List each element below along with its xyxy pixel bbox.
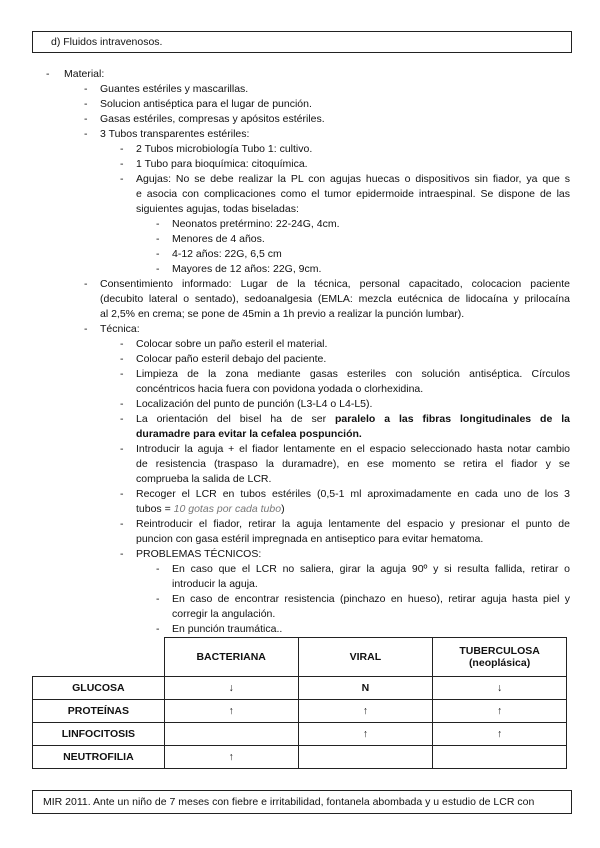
tecnica-step: Localización del punto de punción (L3-L4 o L4-L5). <box>136 398 373 410</box>
problema-line: En punción traumática.. <box>172 623 283 635</box>
header-tuberculosa-line2: (neoplásica) <box>468 657 531 669</box>
gotas-note: 10 gotas por cada tubo <box>173 503 282 515</box>
dash-bullet: - <box>120 413 124 425</box>
table-row <box>33 746 567 769</box>
tecnica-heading: Técnica: <box>100 323 140 335</box>
tube-item: 2 Tubos microbiología Tubo 1: cultivo. <box>136 143 313 155</box>
dash-bullet: - <box>120 158 124 170</box>
problema-line: introducir la aguja. <box>172 578 258 590</box>
tecnica-step: Colocar sobre un paño esteril el material. <box>136 338 328 350</box>
tecnica-step-line: Reintroducir el fiador, retirar la aguja lentamente del espacio y presionar el punto de <box>136 518 570 530</box>
material-heading: Material: <box>64 68 105 80</box>
tecnica-step-line <box>136 412 570 427</box>
problema-line: En caso de encontrar resistencia (pinchazo en hueso), retirar aguja hasta piel y <box>172 593 570 605</box>
section-title: d) Fluidos intravenosos. <box>51 36 163 48</box>
agujas-line: Agujas: No se debe realizar la PL con agujas huecas o dispositivos sin fiador, ya que s <box>136 173 570 185</box>
tecnica-step-line: Limpieza de la zona mediante gasas esteriles con solución antiséptica. Círculos <box>136 368 570 380</box>
tecnica-step-line: puncion con gasa estéril impregnada en antiseptico para evitar hematoma. <box>136 533 484 545</box>
material-item: Solucion antiséptica para el lugar de punción. <box>100 98 312 110</box>
cell-viral <box>298 746 433 769</box>
problema-line: En caso que el LCR no saliera, girar la aguja 90º y si resulta fallida, retirar o <box>172 563 570 575</box>
dash-bullet: - <box>156 248 160 260</box>
dash-bullet: - <box>84 98 88 110</box>
dash-bullet: - <box>120 443 124 455</box>
bisel-text: La orientación del bisel ha de ser <box>136 413 336 425</box>
bisel-bold-text: paralelo a las fibras longitudinales de la <box>335 413 570 425</box>
cell-tuberculosa: ↓ <box>433 677 567 700</box>
table-corner <box>33 638 165 677</box>
needle-item: Neonatos pretérmino: 22-24G, 4cm. <box>172 218 340 230</box>
dash-bullet: - <box>120 518 124 530</box>
row-label: PROTEÍNAS <box>33 700 165 723</box>
tube-item: 1 Tubo para bioquímica: citoquímica. <box>136 158 308 170</box>
header-tuberculosa-line1: TUBERCULOSA <box>459 645 540 657</box>
cell-bacteriana: ↑ <box>164 746 298 769</box>
dash-bullet: - <box>156 593 160 605</box>
cell-tuberculosa: ↑ <box>433 723 567 746</box>
tecnica-step-line <box>136 427 362 442</box>
problemas-heading: PROBLEMAS TÉCNICOS: <box>136 548 262 560</box>
needle-item: 4-12 años: 22G, 6,5 cm <box>172 248 282 260</box>
dash-bullet: - <box>156 218 160 230</box>
dash-bullet: - <box>120 368 124 380</box>
tubos-text: tubos = <box>136 503 174 515</box>
needle-item: Mayores de 12 años: 22G, 9cm. <box>172 263 322 275</box>
row-label: NEUTROFILIA <box>33 746 165 769</box>
cell-bacteriana <box>164 723 298 746</box>
cell-bacteriana: ↑ <box>164 700 298 723</box>
table-row <box>33 700 567 723</box>
dash-bullet: - <box>156 233 160 245</box>
lcr-table <box>32 637 567 769</box>
consentimiento-line: al 2,5% en crema; se pone de 45min a 1h previo a realizar la punción lumbar). <box>100 308 465 320</box>
table-row <box>33 723 567 746</box>
dash-bullet: - <box>120 488 124 500</box>
cell-viral: N <box>298 677 433 700</box>
cell-bacteriana: ↓ <box>164 677 298 700</box>
dash-bullet: - <box>84 83 88 95</box>
bisel-bold-text: duramadre para evitar la cefalea pospunción. <box>136 428 362 440</box>
question-text: MIR 2011. Ante un niño de 7 meses con fiebre e irritabilidad, fontanela abombada y u estudio de LCR con <box>43 796 535 808</box>
tecnica-step-line <box>136 502 285 517</box>
consentimiento-line: (decubito lateral o sentado), sedoanalgesia (EMLA: mezcla eutécnica de lidocaína y prilocaína <box>100 293 570 305</box>
tecnica-step-line: de resistencia (traspaso la duramadre), en ese momento se retira el fiador y se <box>136 458 570 470</box>
dash-bullet: - <box>156 263 160 275</box>
tecnica-step-line: Introducir la aguja + el fiador lentamente en el espacio seleccionado hasta notar cambio <box>136 443 570 455</box>
header-tuberculosa <box>433 638 567 677</box>
cell-tuberculosa <box>433 746 567 769</box>
dash-bullet: - <box>156 623 160 635</box>
dash-bullet: - <box>120 548 124 560</box>
material-item: Gasas estériles, compresas y apósitos estériles. <box>100 113 325 125</box>
question-box <box>32 790 572 814</box>
table-row <box>33 677 567 700</box>
cell-viral: ↑ <box>298 723 433 746</box>
tecnica-step-line: Recoger el LCR en tubos estériles (0,5-1 ml aproximadamente en cada uno de los 3 <box>136 488 570 500</box>
tubos-close: ) <box>281 503 285 515</box>
dash-bullet: - <box>120 353 124 365</box>
header-bacteriana: BACTERIANA <box>164 638 298 677</box>
agujas-line: siguientes agujas, todas biseladas: <box>136 203 299 215</box>
header-viral: VIRAL <box>298 638 433 677</box>
cell-tuberculosa: ↑ <box>433 700 567 723</box>
dash-bullet: - <box>120 143 124 155</box>
dash-bullet: - <box>46 68 50 80</box>
needle-item: Menores de 4 años. <box>172 233 265 245</box>
material-item: 3 Tubos transparentes estériles: <box>100 128 250 140</box>
dash-bullet: - <box>120 173 124 185</box>
cell-viral: ↑ <box>298 700 433 723</box>
dash-bullet: - <box>156 563 160 575</box>
problema-line: corregir la angulación. <box>172 608 276 620</box>
tecnica-step-line: concéntricos hacia fuera con povidona yodada o clorhexidina. <box>136 383 424 395</box>
tecnica-step-line: comprueba la salida de LCR. <box>136 473 272 485</box>
material-item: Guantes estériles y mascarillas. <box>100 83 249 95</box>
dash-bullet: - <box>84 113 88 125</box>
tecnica-step: Colocar paño esteril debajo del paciente. <box>136 353 327 365</box>
table-header-row <box>33 638 567 677</box>
agujas-line: e asocia con complicaciones como el tumor epidermoide intraespinal. Se dispone de las <box>136 188 570 200</box>
section-header-box <box>32 31 572 53</box>
row-label: GLUCOSA <box>33 677 165 700</box>
dash-bullet: - <box>84 278 88 290</box>
row-label: LINFOCITOSIS <box>33 723 165 746</box>
consentimiento-line: Consentimiento informado: Lugar de la técnica, personal capacitado, colocacion paciente <box>100 278 570 290</box>
dash-bullet: - <box>120 398 124 410</box>
dash-bullet: - <box>84 128 88 140</box>
dash-bullet: - <box>120 338 124 350</box>
dash-bullet: - <box>84 323 88 335</box>
